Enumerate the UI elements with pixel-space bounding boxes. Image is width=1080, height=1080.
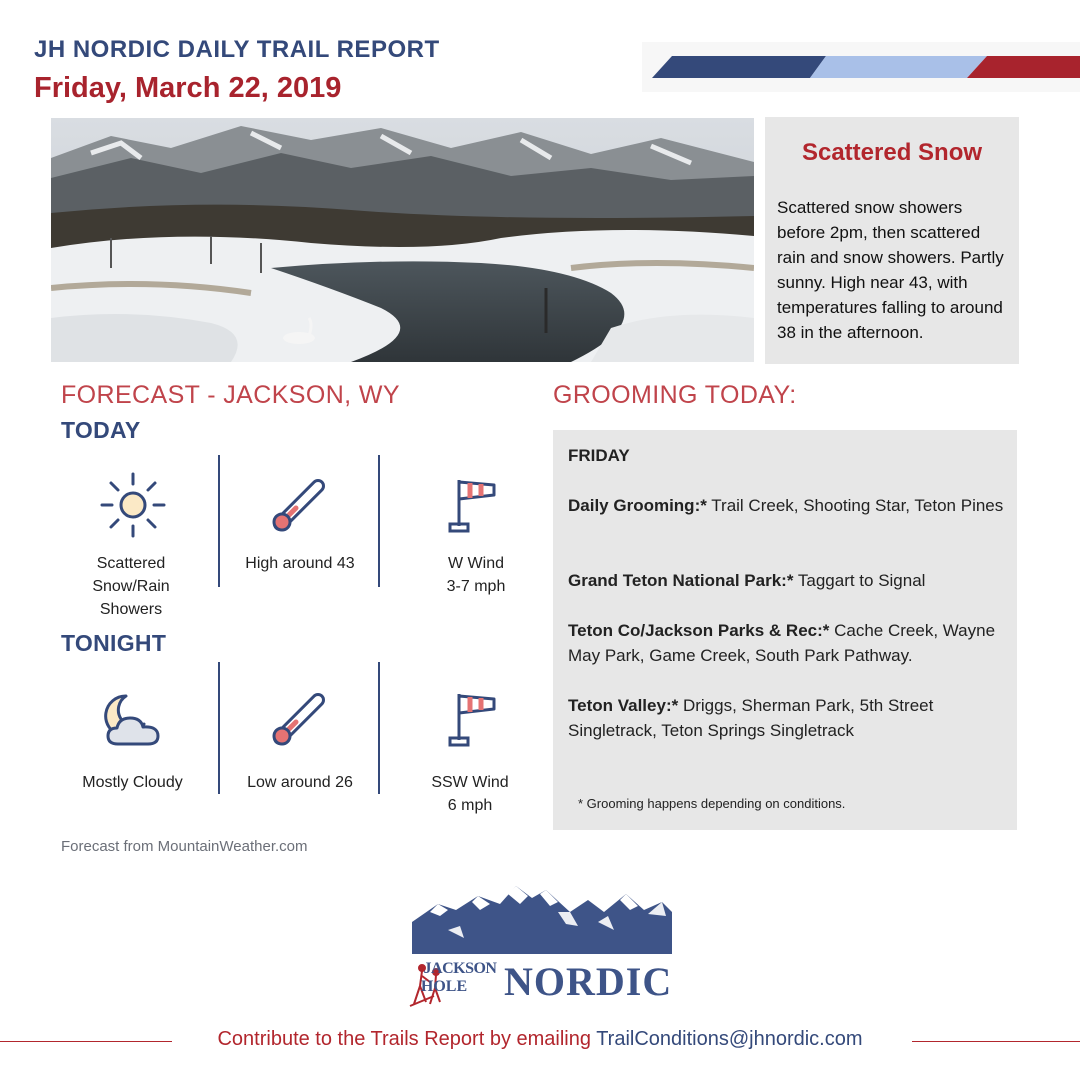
decorative-stripes (642, 42, 1080, 92)
grooming-item (568, 693, 1008, 743)
grooming-note: * Grooming happens depending on conditions. (578, 796, 846, 811)
grooming-item (568, 618, 1008, 668)
forecast-divider (378, 455, 380, 587)
grooming-item-label: Teton Valley:* (568, 696, 679, 715)
grooming-item (568, 568, 1008, 593)
today-wind-speed: 3-7 mph (446, 578, 506, 595)
moon-cloud-icon (100, 692, 164, 748)
footer-text: Contribute to the Trails Report by emailing (217, 1028, 597, 1050)
forecast-divider (218, 662, 220, 794)
footer-email-link[interactable]: TrailConditions@jhnordic.com (596, 1028, 863, 1050)
tonight-condition: Mostly Cloudy (82, 774, 183, 791)
tonight-wind-direction: SSW Wind (431, 774, 509, 791)
grooming-item-text: Taggart to Signal (793, 571, 926, 590)
conditions-panel (765, 117, 1019, 364)
forecast-divider (218, 455, 220, 587)
tonight-temperature: Low around 26 (247, 774, 353, 791)
grooming-item-text: Trail Creek, Shooting Star, Teton Pines (706, 496, 1004, 515)
today-condition: Scattered Snow/Rain Showers (92, 555, 170, 618)
grooming-item-text: Cache Creek, Wayne May Park, Game Creek, South Park Pathway. (568, 621, 996, 665)
grooming-day: FRIDAY (568, 446, 630, 465)
conditions-description: Scattered snow showers before 2pm, then scattered rain and snow showers. Partly sunny. High near 43, with temperatures falling to around 38 in the afternoon. (777, 198, 1004, 342)
grooming-item-label: Daily Grooming:* (568, 496, 707, 515)
sun-icon (100, 472, 166, 538)
forecast-divider (378, 662, 380, 794)
logo-jackson: JACKSON (423, 960, 497, 977)
trail-photo (51, 118, 754, 362)
forecast-source: Forecast from MountainWeather.com (61, 838, 308, 855)
jackson-hole-nordic-logo (408, 882, 674, 1010)
windsock-icon (446, 476, 498, 536)
logo-hole: HOLE (420, 978, 468, 995)
today-wind-direction: W Wind (448, 555, 504, 572)
report-title: JH NORDIC DAILY TRAIL REPORT (34, 36, 440, 63)
conditions-title: Scattered Snow (801, 139, 983, 166)
thermometer-icon (270, 690, 332, 748)
today-temperature: High around 43 (245, 555, 355, 572)
grooming-item-text: Driggs, Sherman Park, 5th Street Singletrack, Teton Springs Singletrack (568, 696, 934, 740)
tonight-wind-speed: 6 mph (447, 797, 493, 814)
grooming-item-label: Grand Teton National Park:* (568, 571, 794, 590)
report-date: Friday, March 22, 2019 (34, 72, 342, 104)
grooming-item-label: Teton Co/Jackson Parks & Rec:* (568, 621, 830, 640)
thermometer-icon (270, 476, 332, 534)
footer (0, 1028, 1080, 1051)
today-heading: TODAY (61, 417, 141, 443)
forecast-heading: FORECAST - JACKSON, WY (61, 381, 400, 409)
grooming-panel (553, 430, 1017, 830)
logo-nordic: NORDIC (504, 959, 673, 1004)
windsock-icon (446, 690, 498, 750)
grooming-item (568, 493, 1008, 518)
grooming-heading: GROOMING TODAY: (553, 381, 797, 409)
tonight-heading: TONIGHT (61, 630, 167, 656)
